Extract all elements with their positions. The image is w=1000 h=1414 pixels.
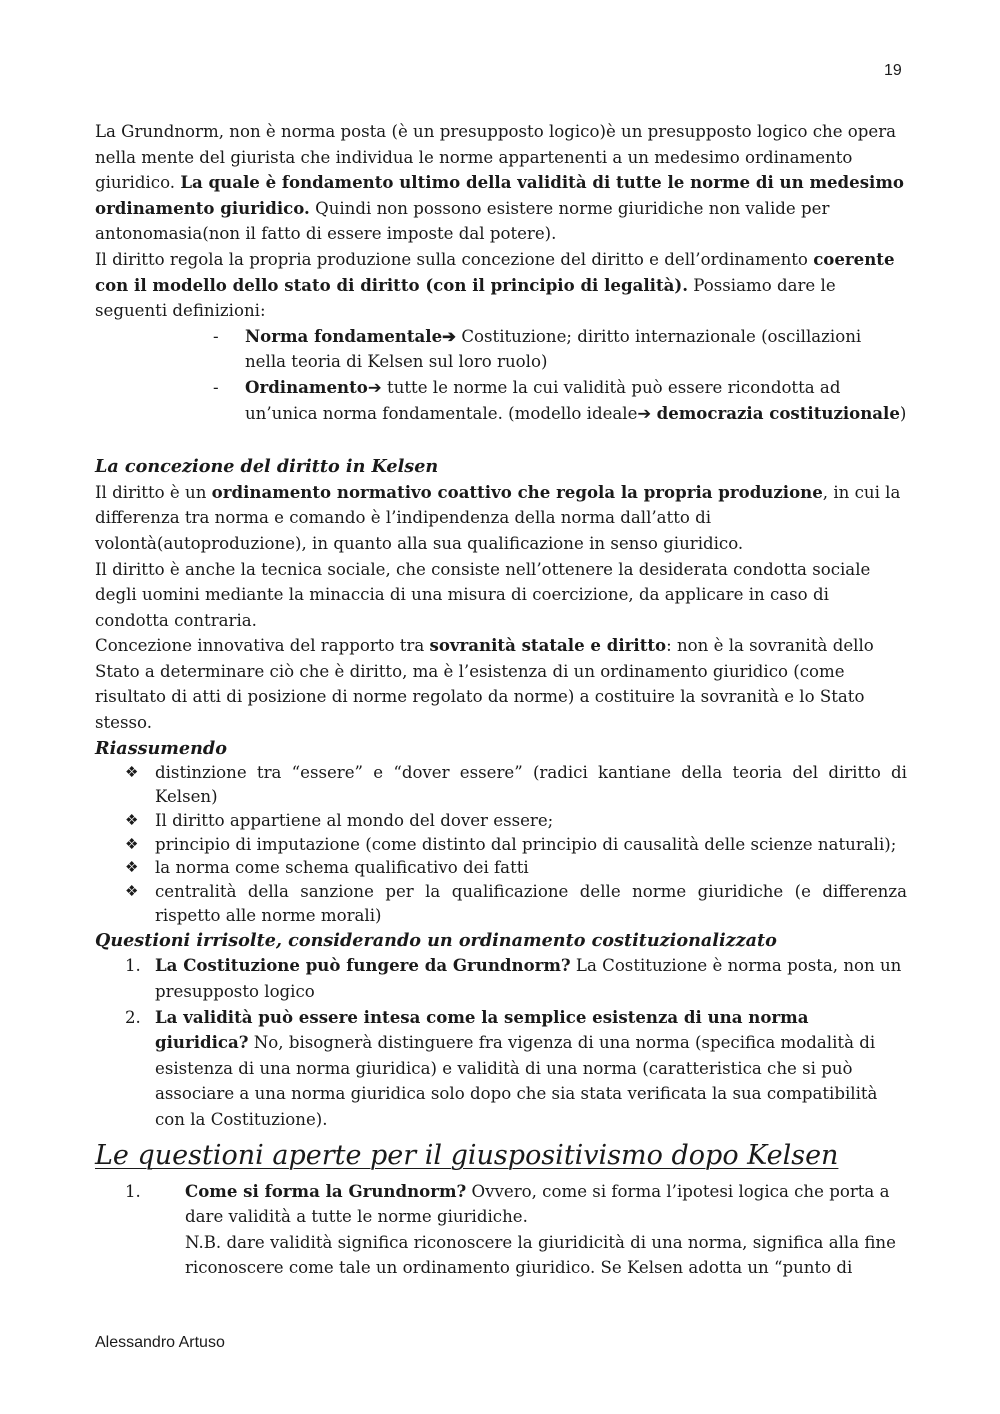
- paragraph-diritto-ordinamento: [95, 480, 907, 557]
- definition-term: Ordinamento: [245, 376, 368, 397]
- definition-bold: democrazia costituzionale: [656, 402, 900, 423]
- list-item-text: centralità della sanzione per la qualificazione delle norme giuridiche (e differenza rispetto alle norme morali): [155, 882, 907, 926]
- question-text: La Costituzione è norma posta, non un presupposto logico: [155, 956, 902, 1002]
- question-bold: La validità può essere intesa come la semplice esistenza di una norma giuridica?: [155, 1006, 809, 1053]
- riassumendo-list: [95, 761, 907, 928]
- text-span: : non è la sovranità dello Stato a determinare ciò che è diritto, ma è l’esistenza di un ordinamento giuridico (come risultato di atti di posizione di norme regolato da norme) a costituire la sovranità e lo Stato stesso.: [95, 636, 874, 733]
- page-content: [95, 119, 907, 1281]
- question-bold: La Costituzione può fungere da Grundnorm?: [155, 955, 571, 976]
- page-number: 19: [884, 62, 902, 79]
- text-span: Possiamo dare le seguenti definizioni:: [95, 275, 836, 321]
- bold-span: sovranità statale e diritto: [429, 635, 667, 656]
- list-item: [95, 1005, 907, 1133]
- dash-bullet: -: [213, 377, 219, 397]
- list-item: [95, 856, 907, 880]
- heading-concezione-kelsen: La concezione del diritto in Kelsen: [95, 456, 439, 478]
- question-text: No, bisognerà distinguere fra vigenza di una norma (specifica modalità di esistenza di una norma giuridica) e validità di una norma (caratteristica che si può associare a una norma giuridica solo dopo che sia stata verificata la sua compatibilità con la Costituzione).: [155, 1033, 878, 1129]
- dash-bullet: -: [213, 326, 219, 346]
- text-span: La Grundnorm, non è norma posta (è un presupposto logico)è un presupposto logico che opera nella mente del giurista che individua le norme appartenenti a un medesimo ordinamento giuridico.: [95, 122, 897, 193]
- diamond-bullet-icon: ❖: [125, 882, 139, 901]
- diamond-bullet-icon: ❖: [125, 834, 139, 853]
- aperte-list: [95, 1179, 907, 1281]
- list-item: [95, 880, 907, 928]
- list-number: 2.: [125, 1007, 141, 1027]
- question-text: Ovvero, come si forma l’ipotesi logica che porta a dare validità a tutte le norme giuridiche.: [185, 1181, 890, 1227]
- definition-item: [95, 375, 907, 426]
- text-span: Il diritto regola la propria produzione sulla concezione del diritto e dell’ordinamento: [95, 249, 814, 269]
- bold-span: ordinamento normativo coattivo che regola la propria produzione: [211, 481, 823, 502]
- diamond-bullet-icon: ❖: [125, 763, 139, 782]
- definition-item: [95, 324, 907, 375]
- footer-author: Alessandro Artuso: [95, 1334, 225, 1351]
- questioni-list: [95, 953, 907, 1132]
- list-item-text: Il diritto appartiene al mondo del dover essere;: [155, 810, 554, 830]
- bold-span: La quale è fondamento ultimo della validità di tutte le norme di un medesimo ordinamento giuridico.: [95, 172, 904, 218]
- paragraph-sovranita: [95, 633, 907, 735]
- paragraph-tecnica-sociale: Il diritto è anche la tecnica sociale, che consiste nell’ottenere la desiderata condotta sociale degli uomini mediante la minaccia di una misura di coercizione, da applicare in caso di condotta contraria.: [95, 559, 871, 630]
- paragraph-diritto-regola: [95, 247, 907, 324]
- list-item: [95, 953, 907, 1004]
- diamond-bullet-icon: ❖: [125, 810, 139, 829]
- list-item-text: la norma come schema qualificativo dei fatti: [155, 858, 529, 878]
- text-span: Quindi non possono esistere norme giuridiche non valide per antonomasia(non il fatto di essere imposte dal potere).: [95, 198, 830, 244]
- heading-questioni-aperte: Le questioni aperte per il giuspositivismo dopo Kelsen: [95, 1139, 839, 1171]
- paragraph-grundnorm: [95, 119, 907, 247]
- list-item-text: distinzione tra “essere” e “dover essere” (radici kantiane della teoria del diritto di Kelsen): [155, 763, 907, 807]
- definition-text: ): [899, 403, 907, 423]
- question-bold: Come si forma la Grundnorm?: [185, 1180, 467, 1201]
- diamond-bullet-icon: ❖: [125, 858, 139, 877]
- heading-riassumendo: Riassumendo: [95, 737, 227, 759]
- list-item-text: principio di imputazione (come distinto dal principio di causalità delle scienze naturali);: [155, 834, 897, 854]
- note-text: N.B. dare validità significa riconoscere la giuridicità di una norma, significa alla fine riconoscere come tale un ordinamento giuridico. Se Kelsen adotta un “punto di: [185, 1232, 896, 1278]
- list-number: 1.: [125, 1181, 141, 1201]
- list-item: [95, 1179, 907, 1281]
- heading-questioni-irrisolte: Questioni irrisolte, considerando un ordinamento costituzionalizzato: [95, 929, 777, 951]
- definition-text: ➔ tutte le norme la cui validità può essere ricondotta ad un’unica norma fondamentale. (modello ideale➔: [245, 377, 841, 423]
- definition-term: Norma fondamentale➔: [245, 325, 457, 346]
- list-item: [95, 833, 907, 857]
- text-span: Concezione innovativa del rapporto tra: [95, 636, 430, 656]
- list-item: [95, 761, 907, 809]
- definition-text: Costituzione; diritto internazionale (oscillazioni nella teoria di Kelsen sul loro ruolo): [245, 326, 862, 372]
- bold-span: coerente con il modello dello stato di diritto (con il principio di legalità).: [95, 248, 895, 295]
- list-number: 1.: [125, 956, 141, 976]
- definitions-list: [95, 324, 907, 426]
- text-span: Il diritto è un: [95, 482, 212, 502]
- list-item: [95, 809, 907, 833]
- text-span: , in cui la differenza tra norma e comando è l’indipendenza della norma dall’atto di volontà(autoproduzione), in quanto alla sua qualificazione in senso giuridico.: [95, 482, 901, 553]
